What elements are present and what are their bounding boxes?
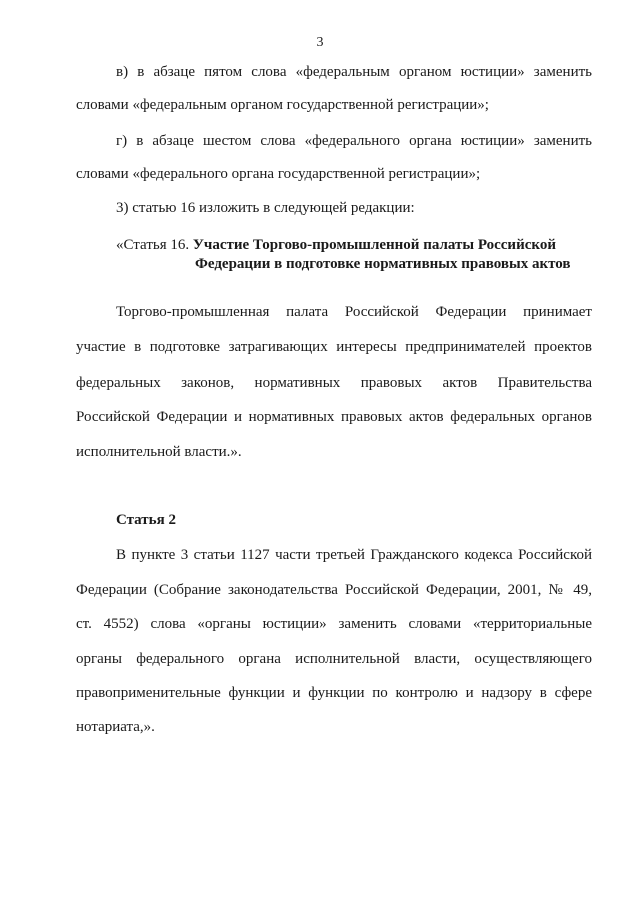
article-16-paragraph-line4: Российской Федерации и нормативных правовых актов федеральных органов bbox=[76, 409, 592, 425]
amendment-item-3: 3) статью 16 изложить в следующей редакции: bbox=[116, 200, 415, 216]
article-2-paragraph-line3: ст. 4552) слова «органы юстиции» заменить словами «территориальные bbox=[76, 616, 592, 632]
amendment-item-v: в) в абзаце пятом слова «федеральным органом юстиции» заменить bbox=[116, 64, 592, 80]
amendment-item-g-cont: словами «федерального органа государственной регистрации»; bbox=[76, 166, 481, 182]
page-number: 3 bbox=[316, 35, 324, 50]
article-16-label: «Статья 16. bbox=[116, 237, 190, 253]
article-16-paragraph-line5: исполнительной власти.». bbox=[76, 444, 242, 460]
article-2-title: Статья 2 bbox=[116, 512, 176, 528]
amendment-item-g: г) в абзаце шестом слова «федерального органа юстиции» заменить bbox=[116, 133, 592, 149]
article-16-paragraph-line1: Торгово-промышленная палата Российской Федерации принимает bbox=[116, 304, 592, 320]
amendment-item-v-cont: словами «федеральным органом государственной регистрации»; bbox=[76, 97, 489, 113]
article-16-paragraph-line2: участие в подготовке затрагивающих интересы предпринимателей проектов bbox=[76, 339, 592, 355]
article-2-paragraph-line6: нотариата,». bbox=[76, 719, 155, 735]
article-2-paragraph-line1: В пункте 3 статьи 1127 части третьей Гражданского кодекса Российской bbox=[116, 547, 592, 563]
article-16-title-line1: Участие Торгово-промышленной палаты Российской bbox=[192, 237, 556, 253]
article-16-title-line2: Федерации в подготовке нормативных правовых актов bbox=[195, 256, 571, 272]
article-2-paragraph-line5: правоприменительные функции и функции по контролю и надзору в сфере bbox=[76, 685, 592, 701]
article-16-paragraph-line3: федеральных законов, нормативных правовых актов Правительства bbox=[76, 375, 592, 391]
article-2-paragraph-line4: органы федерального органа исполнительной власти, осуществляющего bbox=[76, 651, 592, 667]
article-2-paragraph-line2: Федерации (Собрание законодательства Российской Федерации, 2001, № 49, bbox=[76, 582, 592, 598]
article-16-heading bbox=[116, 235, 596, 255]
